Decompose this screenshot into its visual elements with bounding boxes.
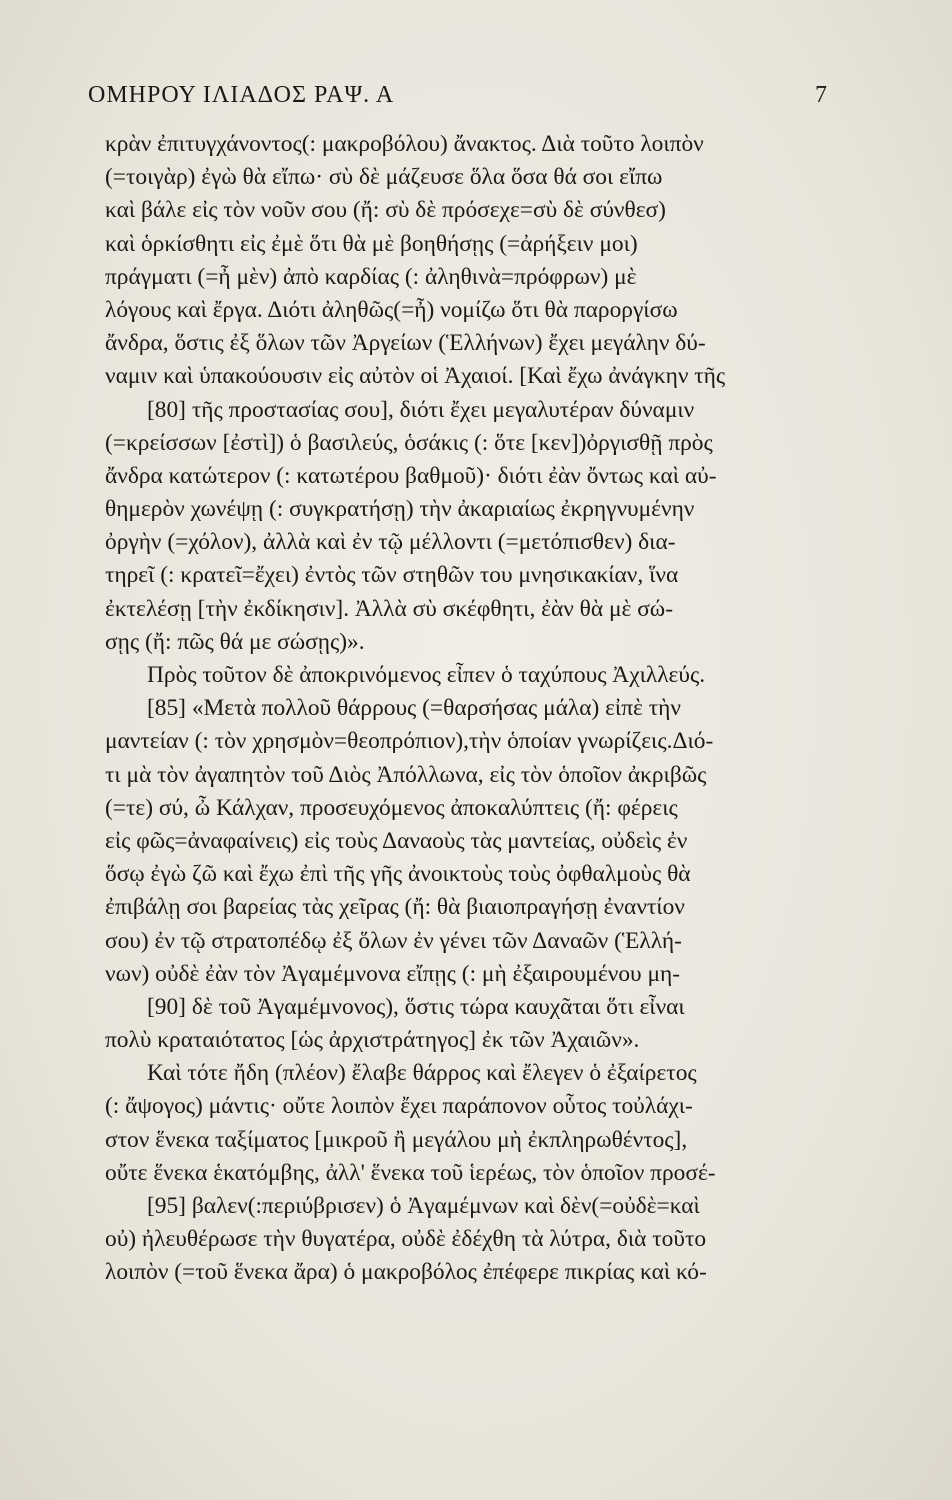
text-line: καὶ βάλε εἰς τὸν νοῦν σου (ἤ: σὺ δὲ πρόσεχε=σὺ δὲ σύνθεσ): [105, 197, 666, 224]
text-line: Πρὸς τοῦτον δὲ ἀποκρινόμενος εἶπεν ὁ ταχύπους Ἀχιλλεύς.: [147, 662, 706, 688]
text-line: πράγματι (=ἦ μὲν) ἀπὸ καρδίας (: ἀληθινὰ=πρόφρων) μὲ: [105, 263, 637, 290]
text-line: κρὰν ἐπιτυγχάνοντος(: μακροβόλου) ἄνακτος. Διὰ τοῦτο λοιπὸν: [105, 131, 704, 157]
text-line: λόγους καὶ ἔργα. Διότι ἀληθῶς(=ἦ) νομίζω ὅτι θὰ παροργίσω: [105, 296, 678, 323]
text-line: εἰς φῶς=ἀναφαίνεις) εἰς τοὺς Δαναοὺς τὰς μαντείας, οὐδεὶς ἐν: [105, 827, 688, 854]
running-title: ΟΜΗΡΟΥ ΙΛΙΑΔΟΣ ΡΑΨ. Α: [88, 82, 395, 108]
text-line: ἐπιβάλῃ σοι βαρείας τὰς χεῖρας (ἤ: θὰ βιαιοπραγήσῃ ἐναντίον: [105, 894, 685, 921]
text-line: σῃς (ἤ: πῶς θά με σώσῃς)».: [105, 628, 365, 655]
text-line: ἐκτελέσῃ [τὴν ἐκδίκησιν]. Ἀλλὰ σὺ σκέφθητι, ἐὰν θὰ μὲ σώ-: [105, 595, 673, 622]
body-text: [105, 128, 850, 1290]
text-line: ὀργὴν (=χόλον), ἀλλὰ καὶ ἐν τῷ μέλλοντι (=μετόπισθεν) δια-: [105, 529, 676, 556]
text-line: οὐ) ἠλευθέρωσε τὴν θυγατέρα, οὐδὲ ἐδέχθη τὰ λύτρα, διὰ τοῦτο: [105, 1226, 707, 1253]
text-line: λοιπὸν (=τοῦ ἕνεκα ἄρα) ὁ μακροβόλος ἐπέφερε πικρίας καὶ κό-: [105, 1259, 707, 1286]
text-line: [85] «Μετὰ πολλοῦ θάρρους (=θαρσήσας μάλα) εἰπὲ τὴν: [147, 695, 681, 722]
text-line: νων) οὐδὲ ἐὰν τὸν Ἀγαμέμνονα εἴπῃς (: μὴ ἐξαιρουμένου μη-: [105, 960, 681, 987]
text-line: [80] τῆς προστασίας σου], διότι ἔχει μεγαλυτέραν δύναμιν: [147, 396, 695, 423]
text-line: ἄνδρα κατώτερον (: κατωτέρου βαθμοῦ)· διότι ἐὰν ὄντως καὶ αὐ-: [105, 462, 717, 489]
text-line: ὅσῳ ἐγὼ ζῶ καὶ ἔχω ἐπὶ τῆς γῆς ἀνοικτοὺς τοὺς ὀφθαλμοὺς θὰ: [105, 861, 691, 888]
text-line: ναμιν καὶ ὑπακούουσιν εἰς αὐτὸν οἱ Ἀχαιοί. [Καὶ ἔχω ἀνάγκην τῆς: [105, 363, 726, 390]
text-line: Καὶ τότε ἤδη (πλέον) ἔλαβε θάρρος καὶ ἔλεγεν ὁ ἐξαίρετος: [147, 1060, 697, 1087]
text-line: (: ἄψογος) μάντις· οὔτε λοιπὸν ἔχει παράπονον οὗτος τοὐλάχι-: [105, 1093, 693, 1120]
text-line: [90] δὲ τοῦ Ἀγαμέμνονος), ὅστις τώρα καυχᾶται ὅτι εἶναι: [147, 993, 685, 1020]
text-line: καὶ ὁρκίσθητι εἰς ἐμὲ ὅτι θὰ μὲ βοηθήσῃς (=ἀρήξειν μοι): [105, 230, 638, 257]
text-line: (=κρείσσων [ἐστὶ]) ὁ βασιλεύς, ὁσάκις (: ὅτε [κεν])ὀργισθῇ πρὸς: [105, 429, 713, 456]
text-line: θημερὸν χωνέψῃ (: συγκρατήσῃ) τὴν ἀκαριαίως ἐκρηγνυμένην: [105, 496, 695, 523]
text-line: μαντείαν (: τὸν χρησμὸν=θεοπρόπιον),τὴν ὁποίαν γνωρίζεις.Διό-: [105, 728, 714, 755]
text-line: πολὺ κραταιότατος [ὡς ἀρχιστράτηγος] ἐκ τῶν Ἀχαιῶν».: [105, 1027, 640, 1054]
text-line: (=τοιγὰρ) ἐγὼ θὰ εἴπω· σὺ δὲ μάζευσε ὅλα ὅσα θά σοι εἴπω: [105, 164, 663, 191]
text-line: οὔτε ἕνεκα ἑκατόμβης, ἀλλ' ἕνεκα τοῦ ἱερέως, τὸν ὁποῖον προσέ-: [105, 1159, 716, 1186]
text-line: τηρεῖ (: κρατεῖ=ἔχει) ἐντὸς τῶν στηθῶν του μνησικακίαν, ἵνα: [105, 562, 679, 589]
text-line: ἄνδρα, ὅστις ἐξ ὅλων τῶν Ἀργείων (Ἑλλήνων) ἔχει μεγάλην δύ-: [105, 330, 706, 357]
text-line: [95] βαλεν(:περιύβρισεν) ὁ Ἀγαμέμνων καὶ δὲν(=οὐδὲ=καὶ: [147, 1193, 700, 1219]
text-line: σου) ἐν τῷ στρατοπέδῳ ἐξ ὅλων ἐν γένει τῶν Δαναῶν (Ἑλλή-: [105, 927, 682, 954]
text-line: (=τε) σύ, ὦ Κάλχαν, προσευχόμενος ἀποκαλύπτεις (ἤ: φέρεις: [105, 794, 678, 821]
text-line: τι μὰ τὸν ἀγαπητὸν τοῦ Διὸς Ἀπόλλωνα, εἰς τὸν ὁποῖον ἀκριβῶς: [105, 761, 707, 788]
text-line: στον ἕνεκα ταξίματος [μικροῦ ἢ μεγάλου μὴ ἐκπληρωθέντος],: [105, 1126, 688, 1153]
page-number: 7: [815, 82, 828, 108]
page-header: [88, 82, 828, 118]
